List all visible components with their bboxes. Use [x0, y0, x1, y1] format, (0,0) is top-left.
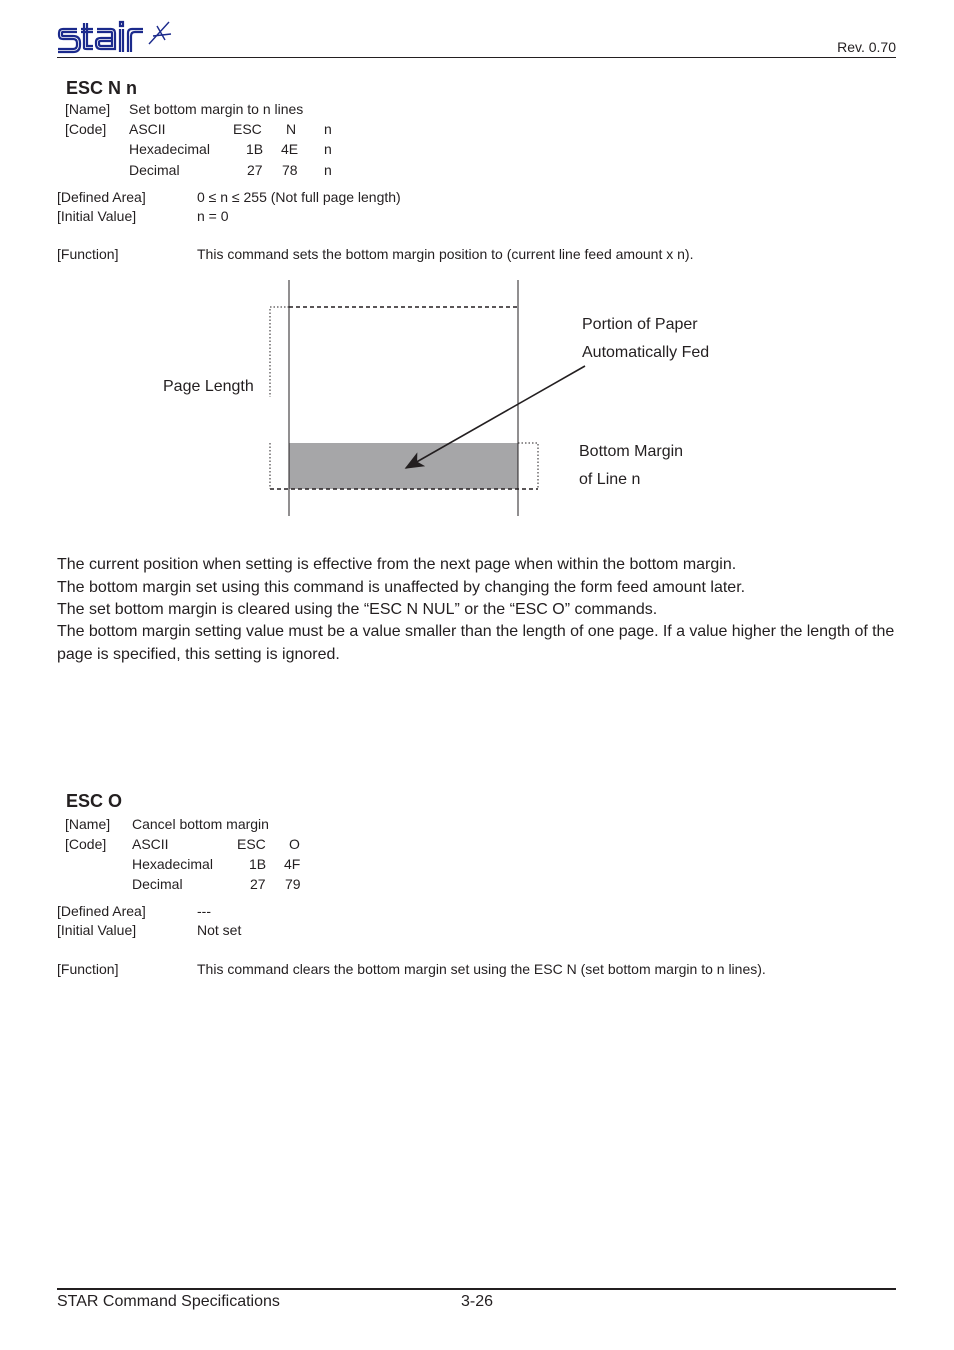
code-cell: 27 — [247, 162, 263, 178]
initial-value: n = 0 — [197, 208, 229, 224]
page-length-label: Page Length — [163, 378, 254, 395]
paragraph-line: The set bottom margin is cleared using the “ESC N NUL” or the “ESC O” commands. — [57, 601, 658, 618]
section-title: ESC O — [66, 791, 123, 811]
name-value: Set bottom margin to n lines — [129, 101, 304, 117]
code-cell: 78 — [282, 162, 298, 178]
defined-area-label: [Defined Area] — [57, 189, 146, 205]
margin-bracket — [518, 443, 538, 489]
code-cell: O — [289, 836, 300, 852]
initial-value-label: [Initial Value] — [57, 208, 137, 224]
initial-value-label: [Initial Value] — [57, 922, 137, 938]
code-cell: Decimal — [129, 162, 180, 178]
function-label: [Function] — [57, 246, 119, 262]
code-cell: 1B — [249, 856, 267, 872]
bottom-margin-region — [289, 443, 518, 489]
code-cell: 27 — [250, 876, 266, 892]
initial-value: Not set — [197, 922, 242, 938]
paragraph-line: The current position when setting is effective from the next page when within the bottom margin. — [57, 556, 737, 573]
code-label: [Code] — [65, 121, 107, 137]
code-cell: n — [324, 121, 332, 137]
footer-rule — [57, 1288, 896, 1290]
code-cell: n — [324, 162, 332, 178]
function-text: This command clears the bottom margin set using the ESC N (set bottom margin to n lines). — [197, 961, 766, 977]
section-title: ESC N n — [66, 78, 138, 98]
code-cell: n — [324, 141, 332, 157]
diagram-graphic — [0, 0, 954, 540]
code-cell: 1B — [246, 141, 264, 157]
code-cell: ESC — [237, 836, 266, 852]
defined-area-value: --- — [197, 903, 211, 919]
function-text: This command sets the bottom margin position to (current line feed amount x n). — [197, 246, 694, 262]
margin-label-line2: of Line n — [579, 471, 641, 488]
code-cell: ASCII — [129, 121, 166, 137]
portion-label-line1: Portion of Paper — [582, 316, 698, 333]
margin-label-line1: Bottom Margin — [579, 443, 684, 460]
name-label: [Name] — [65, 816, 111, 832]
code-cell: ESC — [233, 121, 262, 137]
code-cell: N — [286, 121, 297, 137]
revision-label: Rev. 0.70 — [837, 39, 896, 55]
code-cell: ASCII — [132, 836, 169, 852]
paragraph-line: page is specified, this setting is ignored. — [57, 646, 340, 663]
function-label: [Function] — [57, 961, 119, 977]
defined-area-label: [Defined Area] — [57, 903, 146, 919]
name-value: Cancel bottom margin — [132, 816, 269, 832]
code-cell: 79 — [285, 876, 301, 892]
page-length-bracket-top — [270, 307, 289, 397]
code-cell: Hexadecimal — [132, 856, 213, 872]
name-label: [Name] — [65, 101, 111, 117]
code-cell: Decimal — [132, 876, 183, 892]
code-label: [Code] — [65, 836, 107, 852]
code-cell: 4E — [281, 141, 299, 157]
paragraph-line: The bottom margin set using this command is unaffected by changing the form feed amount later. — [57, 579, 746, 596]
footer-page-number: 3-26 — [461, 1293, 494, 1310]
footer-doc-title: STAR Command Specifications — [57, 1293, 280, 1310]
code-cell: Hexadecimal — [129, 141, 210, 157]
portion-label-line2: Automatically Fed — [582, 344, 710, 361]
defined-area-value: 0 ≤ n ≤ 255 (Not full page length) — [197, 189, 401, 205]
code-cell: 4F — [284, 856, 301, 872]
paragraph-line: The bottom margin setting value must be a value smaller than the length of one page. If a value higher the length of the — [57, 623, 895, 640]
